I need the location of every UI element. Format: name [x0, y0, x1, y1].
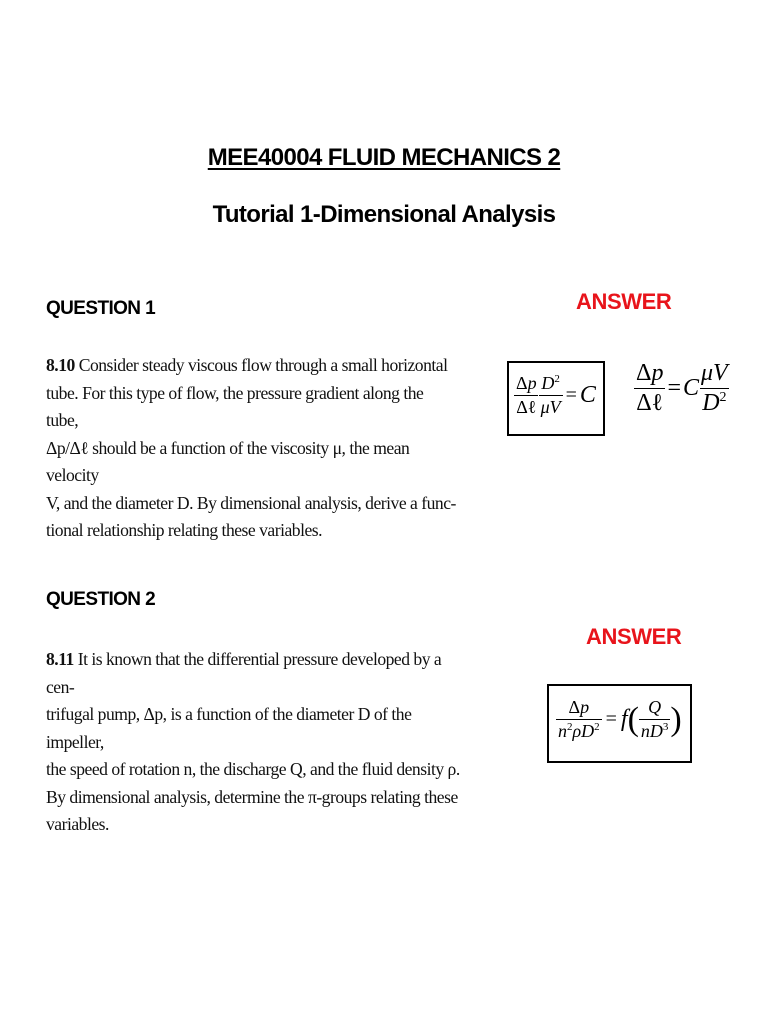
question-2-answer-box — [547, 684, 692, 763]
problem-line: By dimensional analysis, determine the π-groups relating these — [46, 786, 458, 807]
fraction: $\frac{\Delta p}{n^2\rho D^2}$ — [558, 697, 600, 741]
question-1-answer-alt: $\frac{\Delta p}{\text{Δℓ}}$ = C $\frac{\mu V}{D^2}$ — [636, 360, 728, 416]
question-1-heading: QUESTION 1 — [46, 298, 156, 319]
tutorial-title: Tutorial 1-Dimensional Analysis — [212, 201, 556, 228]
fraction: $\frac{\Delta p}{\text{Δℓ}}$ — [516, 373, 537, 417]
question-2-text — [46, 646, 466, 839]
fraction: $\frac{Q}{nD^3}$ — [640, 697, 669, 741]
answer-equation: $\frac{\Delta p}{\text{Δℓ}}$ $\frac{D^2}{\mu V}$ = C — [516, 373, 596, 417]
problem-line: tube. For this type of flow, the pressure gradient along the tube, — [46, 382, 424, 430]
question-2-answer-label: ANSWER — [586, 624, 682, 649]
question-1-text — [46, 352, 456, 545]
course-title: MEE40004 FLUID MECHANICS 2 — [207, 144, 561, 171]
question-2-heading: QUESTION 2 — [46, 589, 156, 610]
problem-line: trifugal pump, Δp, is a function of the diameter D of the impeller, — [46, 704, 412, 752]
problem-line: V, and the diameter D. By dimensional analysis, derive a func- — [46, 492, 456, 513]
problem-line: 8.10 Consider steady viscous flow through a small horizontal — [46, 355, 448, 375]
problem-number: 8.10 — [46, 355, 75, 375]
fraction: $\frac{D^2}{\mu V}$ — [540, 373, 561, 417]
problem-line: tional relationship relating these variables. — [46, 520, 323, 540]
question-1-answer-label: ANSWER — [576, 289, 672, 314]
problem-line: variables. — [46, 814, 109, 834]
fraction: $\frac{\mu V}{D^2}$ — [701, 360, 728, 416]
problem-number: 8.11 — [46, 649, 74, 669]
problem-line: the speed of rotation n, the discharge Q, and the fluid density ρ. — [46, 759, 460, 779]
answer-equation: $\frac{\Delta p}{n^2\rho D^2}$ = f ( $\frac{Q}{nD^3}$ ) — [558, 697, 682, 741]
question-1-answer-box — [507, 361, 605, 436]
fraction: $\frac{\Delta p}{\text{Δℓ}}$ — [636, 360, 664, 416]
problem-line: 8.11 It is known that the differential pressure developed by a cen- — [46, 649, 442, 697]
problem-line: Δp/Δℓ should be a function of the viscosity μ, the mean velocity — [46, 437, 410, 485]
